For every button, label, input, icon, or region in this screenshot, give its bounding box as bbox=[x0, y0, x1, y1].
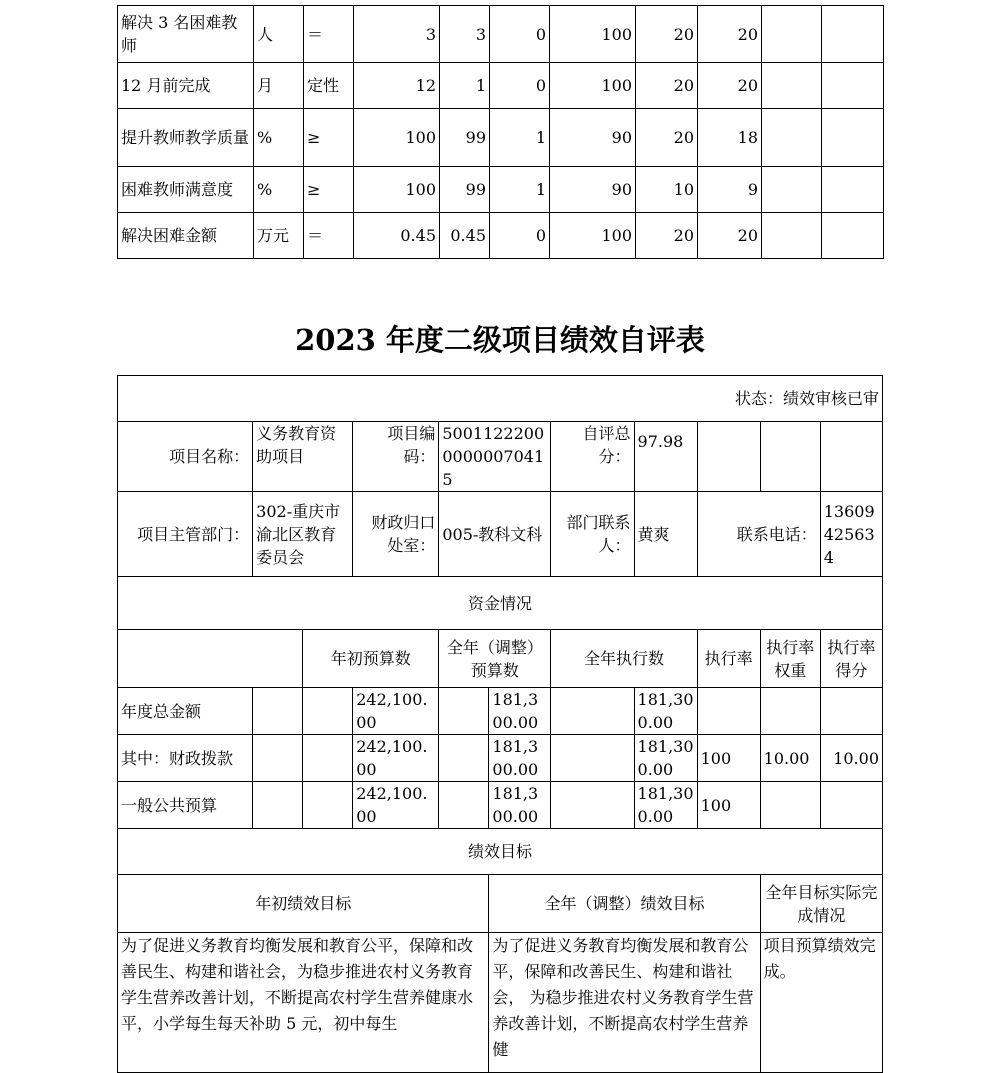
funds-label: 一般公共预算 bbox=[118, 782, 253, 829]
funds-adjusted: 181,300.00 bbox=[489, 782, 551, 829]
empty-cell bbox=[762, 213, 822, 259]
finance-label: 财政归口处室： bbox=[353, 492, 439, 577]
indicator-row bbox=[118, 109, 884, 167]
status-cell: 状态：绩效审核已审 bbox=[118, 376, 883, 422]
funds-initial: 242,100.00 bbox=[353, 688, 439, 735]
evaluation-table bbox=[117, 375, 883, 1073]
funds-label: 年度总金额 bbox=[118, 688, 253, 735]
funds-rate: 100 bbox=[697, 782, 760, 829]
goal-actual-text: 项目预算绩效完成。 bbox=[760, 933, 882, 1073]
dept-label: 项目主管部门： bbox=[118, 492, 253, 577]
indicator-actual: 3 bbox=[440, 6, 490, 63]
empty-cell bbox=[253, 782, 303, 829]
empty-cell bbox=[551, 688, 634, 735]
indicator-deviation: 1 bbox=[490, 167, 550, 213]
goal-adjusted-text: 为了促进义务教育均衡发展和教育公平，保障和改善民生、构建和谐社会， 为稳步推进农村义务教育学生营养改善计划，不断提高农村学生营养健 bbox=[489, 933, 760, 1073]
funds-weight bbox=[760, 782, 820, 829]
indicator-deviation: 1 bbox=[490, 109, 550, 167]
empty-cell bbox=[551, 782, 634, 829]
indicator-unit: 万元 bbox=[254, 213, 304, 259]
indicator-name: 困难教师满意度 bbox=[118, 167, 254, 213]
indicator-actual: 99 bbox=[440, 167, 490, 213]
empty-cell bbox=[822, 109, 884, 167]
funds-score bbox=[820, 782, 882, 829]
indicator-score: 20 bbox=[698, 213, 762, 259]
self-score: 97.98 bbox=[634, 422, 697, 492]
funds-weight: 10.00 bbox=[760, 735, 820, 782]
funds-score bbox=[820, 688, 882, 735]
indicator-name: 解决 3 名困难教师 bbox=[118, 6, 254, 63]
indicator-score: 20 bbox=[698, 63, 762, 109]
funds-initial: 242,100.00 bbox=[353, 782, 439, 829]
funds-row bbox=[118, 782, 883, 829]
indicator-row bbox=[118, 167, 884, 213]
empty-cell bbox=[439, 735, 489, 782]
indicator-actual: 1 bbox=[440, 63, 490, 109]
indicator-unit: % bbox=[254, 167, 304, 213]
contact-person: 黄爽 bbox=[634, 492, 697, 577]
indicator-operator: ＝ bbox=[304, 6, 354, 63]
empty-cell bbox=[303, 782, 353, 829]
empty-cell bbox=[822, 167, 884, 213]
indicator-unit: 月 bbox=[254, 63, 304, 109]
empty-cell bbox=[118, 630, 303, 688]
header-exec-rate: 执行率 bbox=[697, 630, 760, 688]
funds-rate: 100 bbox=[697, 735, 760, 782]
contact-label: 部门联系人： bbox=[551, 492, 634, 577]
funds-score: 10.00 bbox=[820, 735, 882, 782]
header-rate-weight: 执行率权重 bbox=[760, 630, 820, 688]
indicator-deviation: 0 bbox=[490, 6, 550, 63]
project-code-label: 项目编码： bbox=[353, 422, 439, 492]
empty-cell bbox=[303, 735, 353, 782]
page-title: 2023 年度二级项目绩效自评表 bbox=[295, 323, 705, 357]
funds-executed: 181,300.00 bbox=[634, 735, 697, 782]
header-initial-budget: 年初预算数 bbox=[303, 630, 439, 688]
indicator-score-ratio: 90 bbox=[550, 109, 636, 167]
goal-initial-text: 为了促进义务教育均衡发展和教育公平，保障和改善民生、构建和谐社会，为稳步推进农村义务教育学生营养改善计划，不断提高农村学生营养健康水平，小学每生每天补助 5 元，初中每生 bbox=[118, 933, 489, 1073]
goals-section-title: 绩效目标 bbox=[118, 829, 883, 875]
empty-cell bbox=[762, 6, 822, 63]
empty-cell bbox=[697, 422, 760, 492]
funds-rate bbox=[697, 688, 760, 735]
header-rate-score: 执行率得分 bbox=[820, 630, 882, 688]
project-code: 500112220000000070415 bbox=[439, 422, 551, 492]
goal-col-adjusted: 全年（调整）绩效目标 bbox=[489, 875, 760, 933]
funds-row bbox=[118, 688, 883, 735]
indicator-deviation: 0 bbox=[490, 213, 550, 259]
indicator-name: 解决困难金额 bbox=[118, 213, 254, 259]
indicator-unit: % bbox=[254, 109, 304, 167]
funds-label: 其中：财政拨款 bbox=[118, 735, 253, 782]
indicator-actual: 99 bbox=[440, 109, 490, 167]
indicator-target: 0.45 bbox=[354, 213, 440, 259]
goal-col-actual: 全年目标实际完成情况 bbox=[760, 875, 882, 933]
phone: 13609425634 bbox=[820, 492, 882, 577]
empty-cell bbox=[820, 422, 882, 492]
indicator-target: 100 bbox=[354, 109, 440, 167]
empty-cell bbox=[253, 735, 303, 782]
indicator-target: 3 bbox=[354, 6, 440, 63]
empty-cell bbox=[303, 688, 353, 735]
indicator-weight: 20 bbox=[636, 109, 698, 167]
indicator-name: 提升教师教学质量 bbox=[118, 109, 254, 167]
funds-adjusted: 181,300.00 bbox=[489, 688, 551, 735]
indicator-operator: ＝ bbox=[304, 213, 354, 259]
indicator-operator: ≥ bbox=[304, 167, 354, 213]
funds-executed: 181,300.00 bbox=[634, 688, 697, 735]
indicator-score-ratio: 90 bbox=[550, 167, 636, 213]
indicator-operator: ≥ bbox=[304, 109, 354, 167]
indicator-score: 9 bbox=[698, 167, 762, 213]
indicator-score: 20 bbox=[698, 6, 762, 63]
project-name: 义务教育资助项目 bbox=[253, 422, 353, 492]
indicator-target: 100 bbox=[354, 167, 440, 213]
empty-cell bbox=[822, 63, 884, 109]
indicator-weight: 20 bbox=[636, 63, 698, 109]
indicator-score-ratio: 100 bbox=[550, 63, 636, 109]
empty-cell bbox=[762, 109, 822, 167]
indicator-score-ratio: 100 bbox=[550, 6, 636, 63]
indicator-row bbox=[118, 213, 884, 259]
goal-col-initial: 年初绩效目标 bbox=[118, 875, 489, 933]
empty-cell bbox=[822, 213, 884, 259]
indicator-table bbox=[117, 5, 884, 259]
indicator-score: 18 bbox=[698, 109, 762, 167]
empty-cell bbox=[822, 6, 884, 63]
indicator-score-ratio: 100 bbox=[550, 213, 636, 259]
indicator-actual: 0.45 bbox=[440, 213, 490, 259]
empty-cell bbox=[762, 63, 822, 109]
indicator-weight: 20 bbox=[636, 6, 698, 63]
indicator-unit: 人 bbox=[254, 6, 304, 63]
project-name-label: 项目名称： bbox=[118, 422, 253, 492]
empty-cell bbox=[762, 167, 822, 213]
indicator-row bbox=[118, 6, 884, 63]
indicator-deviation: 0 bbox=[490, 63, 550, 109]
score-label: 自评总分： bbox=[551, 422, 634, 492]
indicator-target: 12 bbox=[354, 63, 440, 109]
indicator-weight: 20 bbox=[636, 213, 698, 259]
funds-section-title: 资金情况 bbox=[118, 577, 883, 630]
funds-initial: 242,100.00 bbox=[353, 735, 439, 782]
funds-weight bbox=[760, 688, 820, 735]
empty-cell bbox=[439, 688, 489, 735]
indicator-weight: 10 bbox=[636, 167, 698, 213]
header-adjusted-budget: 全年（调整）预算数 bbox=[439, 630, 551, 688]
indicator-row bbox=[118, 63, 884, 109]
funds-row bbox=[118, 735, 883, 782]
empty-cell bbox=[439, 782, 489, 829]
indicator-operator: 定性 bbox=[304, 63, 354, 109]
empty-cell bbox=[253, 688, 303, 735]
dept: 302-重庆市渝北区教育委员会 bbox=[253, 492, 353, 577]
funds-executed: 181,300.00 bbox=[634, 782, 697, 829]
phone-label: 联系电话： bbox=[697, 492, 820, 577]
finance-office: 005-教科文科 bbox=[439, 492, 551, 577]
header-executed: 全年执行数 bbox=[551, 630, 697, 688]
indicator-name: 12 月前完成 bbox=[118, 63, 254, 109]
funds-adjusted: 181,300.00 bbox=[489, 735, 551, 782]
empty-cell bbox=[551, 735, 634, 782]
empty-cell bbox=[760, 422, 820, 492]
